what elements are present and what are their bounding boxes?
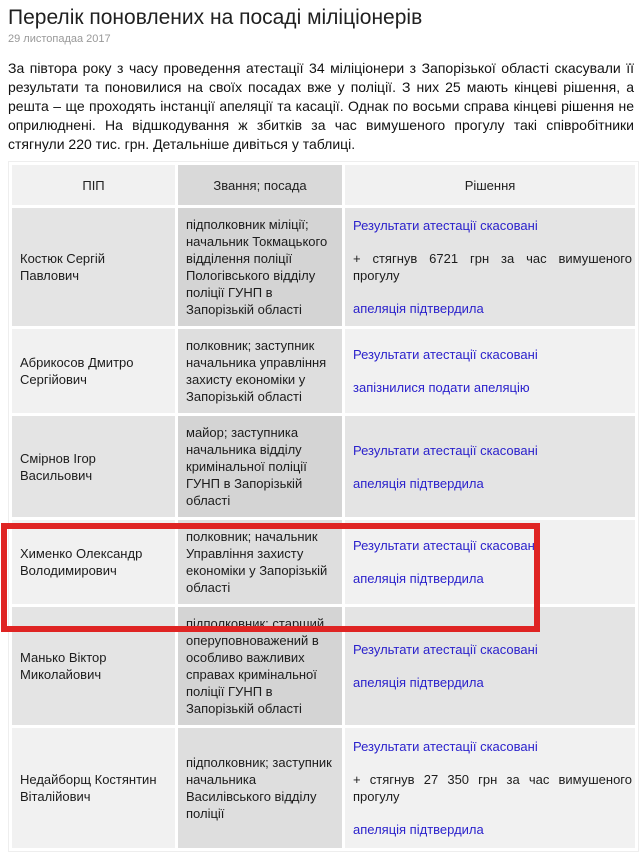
decision-link[interactable]: Результати атестації скасовані bbox=[353, 218, 538, 234]
table-row bbox=[12, 329, 635, 413]
decision-text: + стягнув 27 350 грн за час вимушеного прогулу bbox=[353, 772, 632, 805]
decision-link-line bbox=[353, 442, 632, 459]
table-row bbox=[12, 607, 635, 725]
table-row bbox=[12, 520, 635, 604]
col-header-decision: Рішення bbox=[345, 165, 635, 205]
decision-link-line bbox=[353, 674, 632, 691]
decision-link[interactable]: Результати атестації скасовані bbox=[353, 642, 538, 658]
decision-link-line bbox=[353, 821, 632, 838]
decision-link[interactable]: Результати атестації скасовані bbox=[353, 347, 538, 363]
officer-decision bbox=[345, 329, 635, 413]
officer-position: підполковник; старший оперуповноважений в особливо важливих справах кримінальної поліції ГУНП в Запорізькій області bbox=[178, 607, 342, 725]
officer-decision bbox=[345, 520, 635, 604]
officer-decision bbox=[345, 607, 635, 725]
decision-text: + стягнув 6721 грн за час вимушеного прогулу bbox=[353, 251, 632, 284]
officers-table bbox=[8, 161, 639, 852]
officer-name: Хименко Олександр Володимирович bbox=[12, 520, 175, 604]
table-row bbox=[12, 208, 635, 326]
officer-name: Абрикосов Дмитро Сергійович bbox=[12, 329, 175, 413]
officer-decision bbox=[345, 728, 635, 848]
officer-decision bbox=[345, 416, 635, 517]
intro-paragraph: За півтора року з часу проведення атестації 34 міліціонери з Запорізької області скасували її результати та поновилися на своїх посадах вже у поліції. З них 25 мають кінцеві рішення, а решта – ще проходять інстанції апеляції та касації. Однак по восьми справа кінцеві рішення не оприлюднені. На відшкодування ж збитків за час вимушеного прогулу такі співробітники стягнули 220 тис. грн. Детальніше дивіться у таблиці. bbox=[8, 60, 634, 153]
publish-date: 29 листопадаа 2017 bbox=[8, 33, 111, 46]
decision-link-line bbox=[353, 738, 632, 755]
decision-link[interactable]: запізнилися подати апеляцію bbox=[353, 380, 530, 396]
col-header-position: Звання; посада bbox=[178, 165, 342, 205]
officer-position: підполковник; заступник начальника Василівського відділу поліції bbox=[178, 728, 342, 848]
table-header-row bbox=[12, 165, 635, 205]
decision-link[interactable]: Результати атестації скасовані bbox=[353, 739, 538, 755]
decision-link[interactable]: апеляція підтвердила bbox=[353, 675, 484, 691]
officer-position: полковник; заступник начальника управління захисту економіки у Запорізькій області bbox=[178, 329, 342, 413]
officer-name: Манько Віктор Миколайович bbox=[12, 607, 175, 725]
decision-link-line bbox=[353, 475, 632, 492]
officers-table-wrap bbox=[8, 161, 634, 852]
decision-link[interactable]: апеляція підтвердила bbox=[353, 301, 484, 317]
decision-link-line bbox=[353, 379, 632, 396]
decision-link-line bbox=[353, 537, 632, 554]
officer-position: полковник; начальник Управління захисту економіки у Запорізькій області bbox=[178, 520, 342, 604]
decision-link[interactable]: Результати атестації скасовані bbox=[353, 442, 538, 458]
officer-position: майор; заступника начальника відділу кримінальної поліції ГУНП в Запорізькій області bbox=[178, 416, 342, 517]
decision-link-line bbox=[353, 570, 632, 587]
officer-position: підполковник міліції; начальник Токмацького відділення поліції Пологівського відділу поліції ГУНП в Запорізькій області bbox=[178, 208, 342, 326]
page-title: Перелік поновлених на посаді міліціонерів bbox=[8, 6, 423, 29]
col-header-name: ПІП bbox=[12, 165, 175, 205]
decision-link[interactable]: апеляція підтвердила bbox=[353, 475, 484, 491]
decision-link-line bbox=[353, 217, 632, 234]
table-row bbox=[12, 728, 635, 848]
officer-name: Недайборщ Костянтин Віталійович bbox=[12, 728, 175, 848]
decision-link[interactable]: апеляція підтвердила bbox=[353, 822, 484, 838]
officer-name: Смірнов Ігор Васильович bbox=[12, 416, 175, 517]
decision-link[interactable]: Результати атестації скасовані bbox=[353, 538, 538, 554]
decision-link-line bbox=[353, 300, 632, 317]
decision-link[interactable]: апеляція підтвердила bbox=[353, 571, 484, 587]
table-row bbox=[12, 416, 635, 517]
officer-decision bbox=[345, 208, 635, 326]
decision-link-line bbox=[353, 346, 632, 363]
officer-name: Костюк Сергій Павлович bbox=[12, 208, 175, 326]
decision-link-line bbox=[353, 641, 632, 658]
